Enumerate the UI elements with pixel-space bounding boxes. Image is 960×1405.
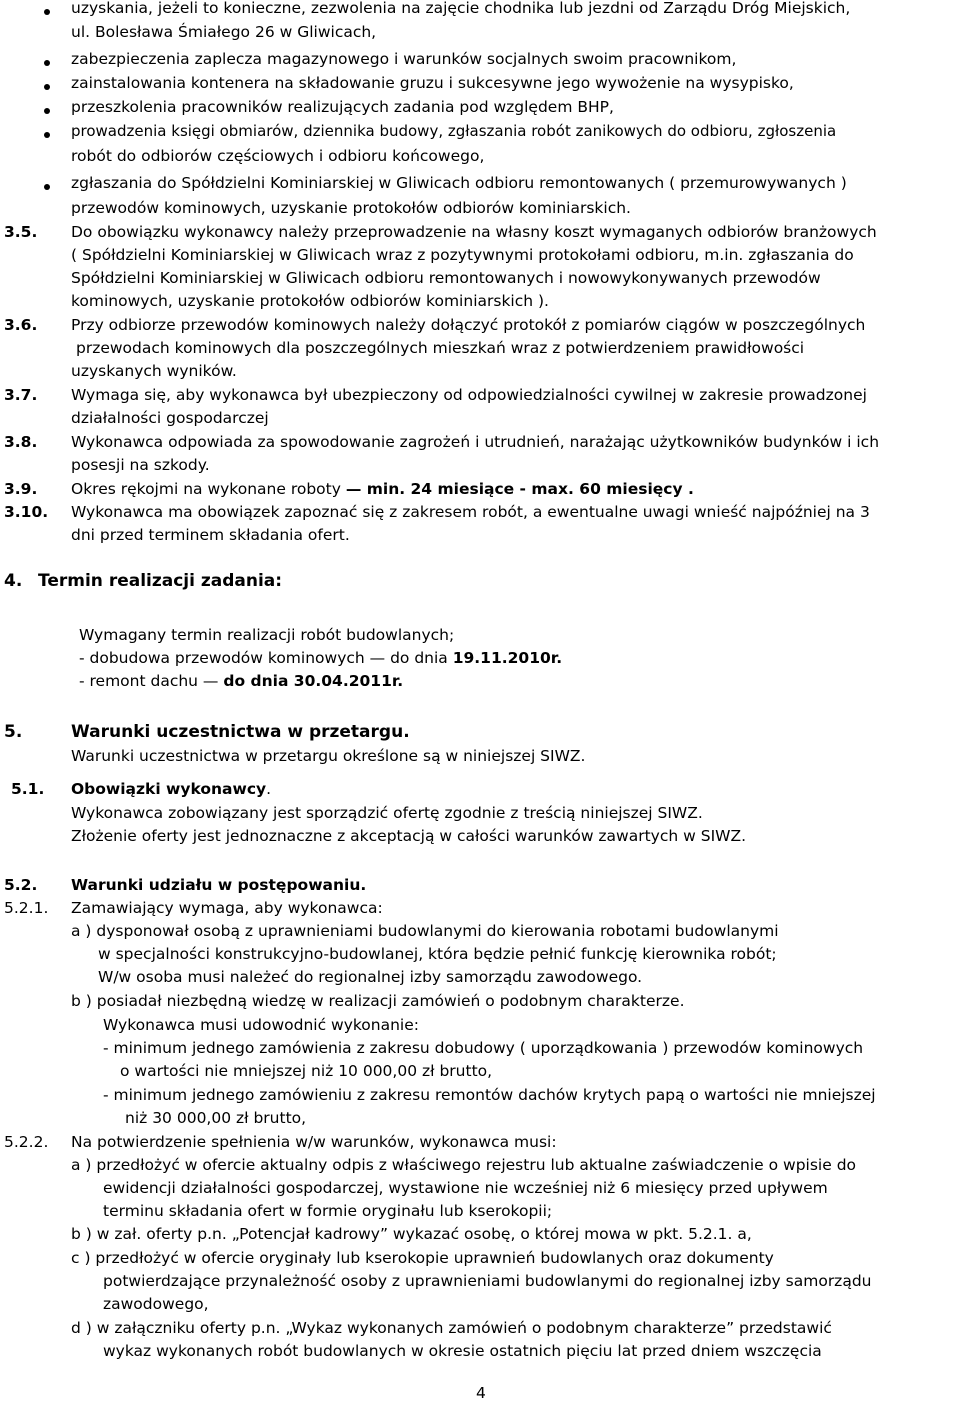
section-5-2-2-line-6: potwierdzające przynależność osoby z uprawnieniami budowlanymi do regionalnej izby samorządu [103,1272,872,1290]
section-5-1-number: 5.1. [11,780,45,798]
section-3-5-number: 3.5. [4,223,38,241]
section-3-5-line-1: Do obowiązku wykonawcy należy przeprowadzenie na własny koszt wymaganych odbiorów branżowych [71,223,877,241]
section-5-2-1-line-3: W/w osoba musi należeć do regionalnej izby samorządu zawodowego. [98,968,643,986]
section-5-2-1-line-1: a ) dysponował osobą z uprawnieniami budowlanymi do kierowania robotami budowlanymi [71,922,779,940]
section-3-9-line [71,478,694,501]
bullet-1-line-2: ul. Bolesława Śmiałego 26 w Gliwicach, [71,23,377,41]
bullet-icon [44,60,50,66]
bullet-icon [44,132,50,138]
bullet-1-line-1: uzyskania, jeżeli to konieczne, zezwolenia na zajęcie chodnika lub jezdni od Zarządu Dróg Miejskich, [71,0,851,17]
section-5-2-2-line-2: ewidencji działalności gospodarczej, wystawione nie wcześniej niż 6 miesięcy przed upływem [103,1179,828,1197]
section-5-2-1-line-4: b ) posiadał niezbędną wiedzę w realizacji zamówień o podobnym charakterze. [71,992,685,1010]
bullet-6-line-2: przewodów kominowych, uzyskanie protokołów odbiorów kominiarskich. [71,199,631,217]
section-3-6-line-1: Przy odbiorze przewodów kominowych należy dołączyć protokół z pomiarów ciągów w poszczególnych [71,316,866,334]
bullet-5-line-2: robót do odbiorów częściowych i odbioru końcowego, [71,147,485,165]
section-3-5-line-4: kominowych, uzyskanie protokołów odbiorów kominiarskich ). [71,292,549,310]
section-3-7-number: 3.7. [4,386,38,404]
section-3-5-line-2: ( Spółdzielni Kominiarskiej w Gliwicach wraz z pozytywnymi protokołami odbioru, m.in. zgłaszania do [71,246,854,264]
section-3-6-line-2: przewodach kominowych dla poszczególnych mieszkań wraz z potwierdzeniem prawidłowości [76,339,805,357]
section-5-2-2-line-4: b ) w zał. oferty p.n. „Potencjał kadrowy” wykazać osobę, o której mowa w pkt. 5.2.1. a, [71,1225,752,1243]
section-5-2-2-line-3: terminu składania ofert w formie oryginału lub kserokopii; [103,1202,553,1220]
section-5-2-2-line-1: a ) przedłożyć w ofercie aktualny odpis z właściwego rejestru lub aktualne zaświadczenie o wpisie do [71,1156,857,1174]
section-3-10-number: 3.10. [4,503,49,521]
bullet-icon [44,9,50,15]
bullet-icon [44,184,50,190]
bullet-4-line-1: przeszkolenia pracowników realizujących zadania pod względem BHP, [71,98,614,116]
section-4-item-1 [79,647,562,670]
section-4-item-1-text: - dobudowa przewodów kominowych — do dnia [79,649,453,667]
section-4-intro: Wymagany termin realizacji robót budowlanych; [79,626,455,644]
section-5-2-2-line-5: c ) przedłożyć w ofercie oryginały lub kserokopie uprawnień budowlanych oraz dokumenty [71,1249,774,1267]
section-5-2-2-line-8: d ) w załączniku oferty p.n. „Wykaz wykonanych zamówień o podobnym charakterze” przedstawić [71,1319,832,1337]
section-5-2-1-line-2: w specjalności konstrukcyjno-budowlanej, która będzie pełnić funkcję kierownika robót; [98,945,777,963]
bullet-5-line-1: prowadzenia księgi obmiarów, dziennika budowy, zgłaszania robót zanikowych do odbioru, zgłoszenia [71,122,837,140]
section-3-8-line-1: Wykonawca odpowiada za spowodowanie zagrożeń i utrudnień, narażając użytkowników budynków i ich [71,433,880,451]
section-3-9-text: Okres rękojmi na wykonane roboty [71,480,346,498]
section-5-1-line-1: Wykonawca zobowiązany jest sporządzić ofertę zgodnie z treścią niniejszej SIWZ. [71,804,703,822]
section-5-1-line-2: Złożenie oferty jest jednoznaczne z akceptacją w całości warunków zawartych w SIWZ. [71,827,747,845]
section-5-2-number: 5.2. [4,876,38,894]
page-number: 4 [476,1384,486,1402]
section-5-2-1-number: 5.2.1. [4,899,49,917]
section-3-9-number: 3.9. [4,480,38,498]
section-3-8-number: 3.8. [4,433,38,451]
section-3-6-number: 3.6. [4,316,38,334]
section-4-item-2-text: - remont dachu — [79,672,224,690]
section-5-text: Warunki uczestnictwa w przetargu określone są w niniejszej SIWZ. [71,747,586,765]
section-4-item-1-date: 19.11.2010r. [452,649,563,667]
section-5-2-1-line-7: o wartości nie mniejszej niż 10 000,00 zł brutto, [120,1062,493,1080]
section-3-7-line-2: działalności gospodarczej [71,409,269,427]
section-5-2-1-intro: Zamawiający wymaga, aby wykonawca: [71,899,383,917]
bullet-icon [44,108,50,114]
section-5-2-2-intro: Na potwierdzenie spełnienia w/w warunków, wykonawca musi: [71,1133,557,1151]
section-4-number: 4. [4,571,23,591]
section-5-2-1-line-8: - minimum jednego zamówieniu z zakresu remontów dachów krytych papą o wartości nie mniejszej [103,1086,876,1104]
section-5-2-1-line-9: niż 30 000,00 zł brutto, [125,1109,307,1127]
section-3-5-line-3: Spółdzielni Kominiarskiej w Gliwicach odbioru remontowanych i nowowykonywanych przewodów [71,269,821,287]
section-5-1-title [71,778,271,801]
section-5-1-title-end: . [266,780,272,798]
section-5-2-1-line-5: Wykonawca musi udowodnić wykonanie: [103,1016,420,1034]
section-5-title: Warunki uczestnictwa w przetargu. [71,722,410,742]
section-3-8-line-2: posesji na szkody. [71,456,210,474]
bullet-3-line-1: zainstalowania kontenera na składowanie gruzu i sukcesywne jego wywożenie na wysypisko, [71,74,794,92]
section-3-9-dash: — [345,480,362,498]
section-4-title: Termin realizacji zadania: [38,571,283,591]
section-5-2-title: Warunki udziału w postępowaniu. [71,876,367,894]
section-3-7-line-1: Wymaga się, aby wykonawca był ubezpieczony od odpowiedzialności cywilnej w zakresie prowadzonej [71,386,867,404]
bullet-6-line-1: zgłaszania do Spółdzielni Kominiarskiej w Gliwicach odbioru remontowanych ( przemurowywanych ) [71,174,847,192]
section-5-2-2-line-9: wykaz wykonanych robót budowlanych w okresie ostatnich pięciu lat przed dniem wszczęcia [103,1342,822,1360]
section-3-9-bold: min. 24 miesiące - max. 60 miesięcy . [361,480,694,498]
section-3-10-line-1: Wykonawca ma obowiązek zapoznać się z zakresem robót, a ewentualne uwagi wnieść najpóźniej na 3 [71,503,870,521]
section-5-1-title-text: Obowiązki wykonawcy [71,780,267,798]
section-3-6-line-3: uzyskanych wyników. [71,362,237,380]
bullet-2-line-1: zabezpieczenia zaplecza magazynowego i warunków socjalnych swoim pracownikom, [71,50,737,68]
section-3-10-line-2: dni przed terminem składania ofert. [71,526,350,544]
section-5-2-2-line-7: zawodowego, [103,1295,209,1313]
section-5-number: 5. [4,722,23,742]
section-5-2-2-number: 5.2.2. [4,1133,49,1151]
bullet-icon [44,84,50,90]
section-5-2-1-line-6: - minimum jednego zamówienia z zakresu dobudowy ( uporządkowania ) przewodów kominowych [103,1039,864,1057]
section-4-item-2-date: do dnia 30.04.2011r. [223,672,404,690]
section-4-item-2 [79,670,403,693]
